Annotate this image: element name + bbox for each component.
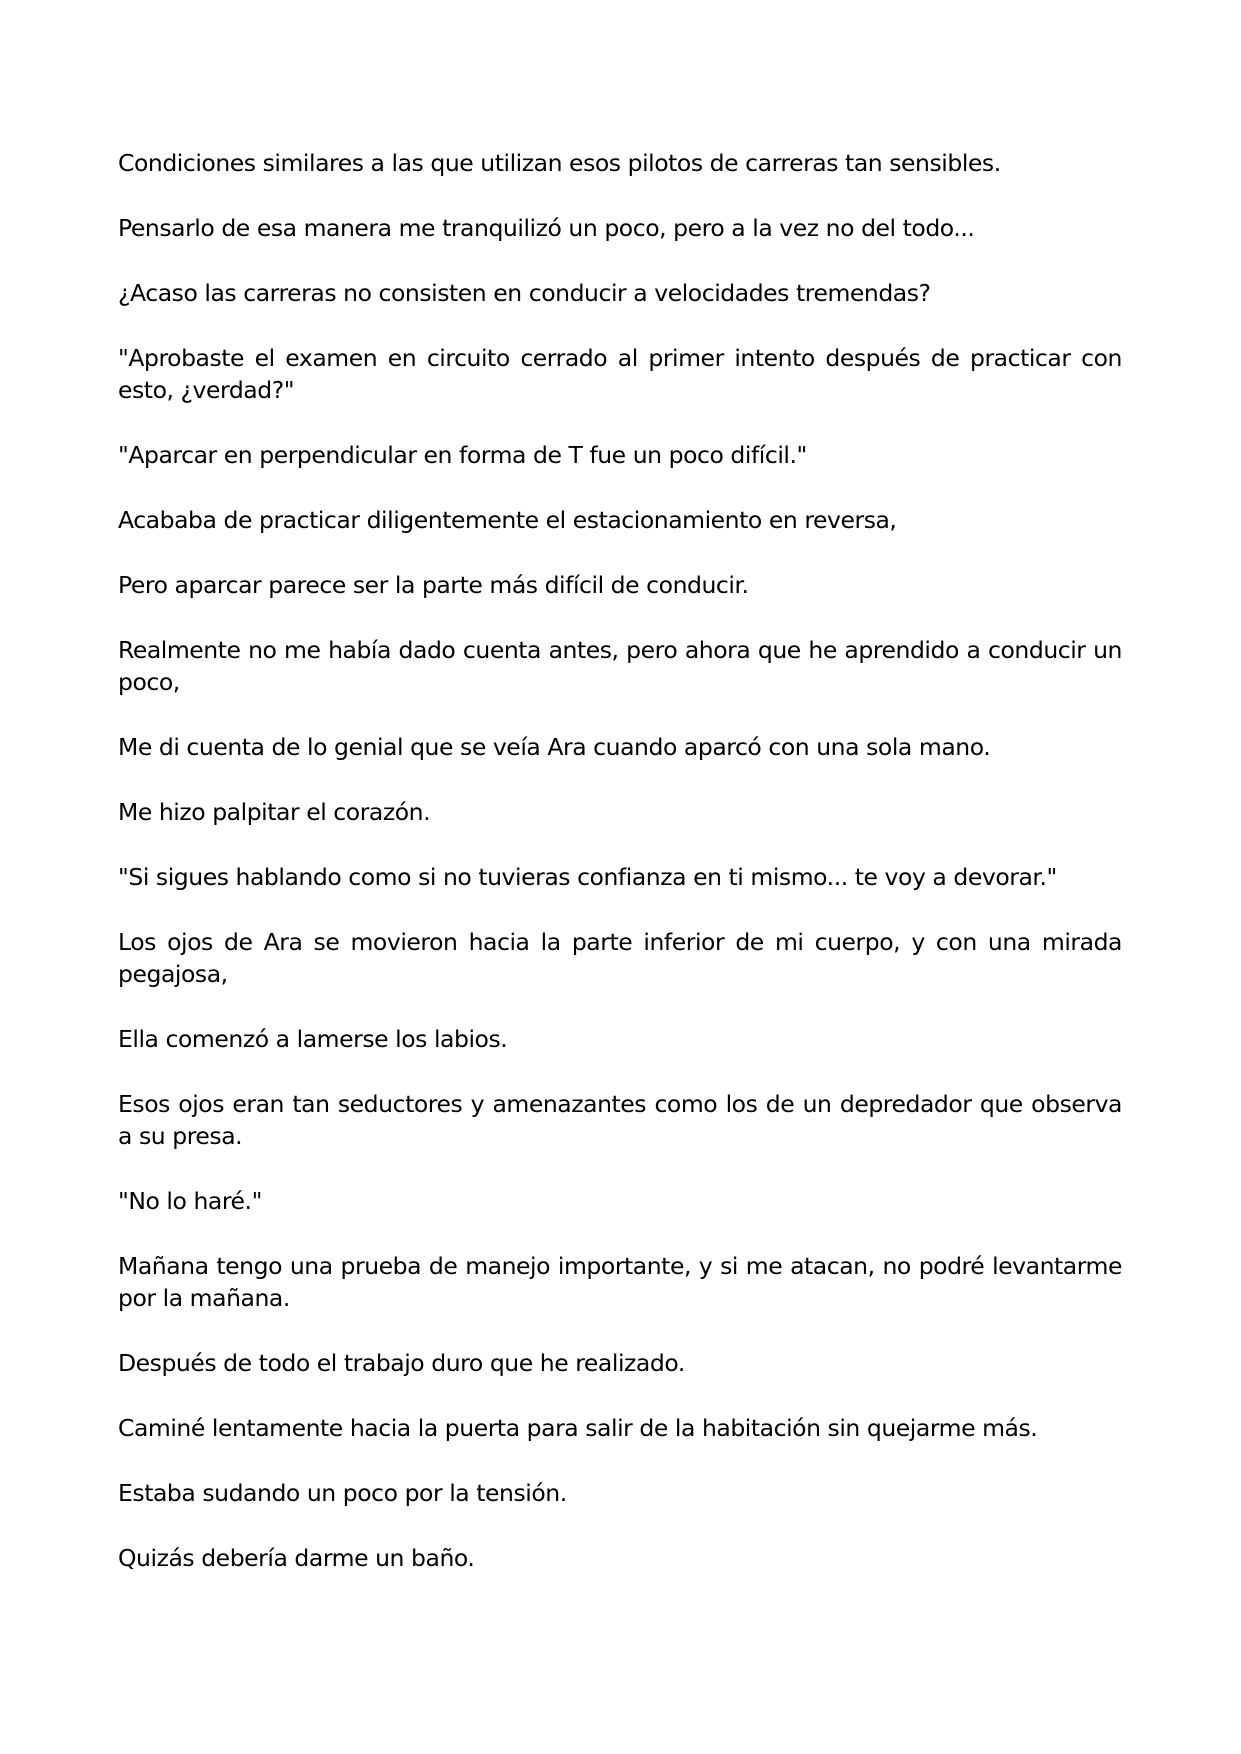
- paragraph: Estaba sudando un poco por la tensión.: [118, 1479, 567, 1507]
- paragraph: Después de todo el trabajo duro que he realizado.: [118, 1349, 685, 1377]
- paragraph: ¿Acaso las carreras no consisten en conducir a velocidades tremendas?: [118, 279, 931, 307]
- paragraph: Condiciones similares a las que utilizan esos pilotos de carreras tan sensibles.: [118, 149, 1001, 177]
- paragraph: Acababa de practicar diligentemente el estacionamiento en reversa,: [118, 506, 897, 534]
- paragraph: "No lo haré.": [118, 1187, 262, 1215]
- paragraph: Esos ojos eran tan seductores y amenazantes como los de un depredador que observa a su presa.: [118, 1090, 1122, 1150]
- paragraph: Mañana tengo una prueba de manejo importante, y si me atacan, no podré levantarme por la mañana.: [118, 1252, 1122, 1312]
- paragraph: Pero aparcar parece ser la parte más difícil de conducir.: [118, 571, 749, 599]
- paragraph: Quizás debería darme un baño.: [118, 1544, 475, 1572]
- paragraph: Pensarlo de esa manera me tranquilizó un poco, pero a la vez no del todo...: [118, 214, 975, 242]
- paragraph: Me hizo palpitar el corazón.: [118, 798, 431, 826]
- paragraph: Ella comenzó a lamerse los labios.: [118, 1025, 508, 1053]
- paragraph: Los ojos de Ara se movieron hacia la parte inferior de mi cuerpo, y con una mirada pegajosa,: [118, 928, 1122, 988]
- paragraph: "Aparcar en perpendicular en forma de T fue un poco difícil.": [118, 441, 807, 469]
- paragraph: "Si sigues hablando como si no tuvieras confianza en ti mismo... te voy a devorar.": [118, 863, 1057, 891]
- document-body: [118, 147, 1122, 1607]
- paragraph: Realmente no me había dado cuenta antes, pero ahora que he aprendido a conducir un poco,: [118, 636, 1122, 696]
- paragraph: Me di cuenta de lo genial que se veía Ara cuando aparcó con una sola mano.: [118, 733, 991, 761]
- paragraph: "Aprobaste el examen en circuito cerrado al primer intento después de practicar con esto, ¿verdad?": [118, 344, 1122, 404]
- paragraph: Caminé lentamente hacia la puerta para salir de la habitación sin quejarme más.: [118, 1414, 1038, 1442]
